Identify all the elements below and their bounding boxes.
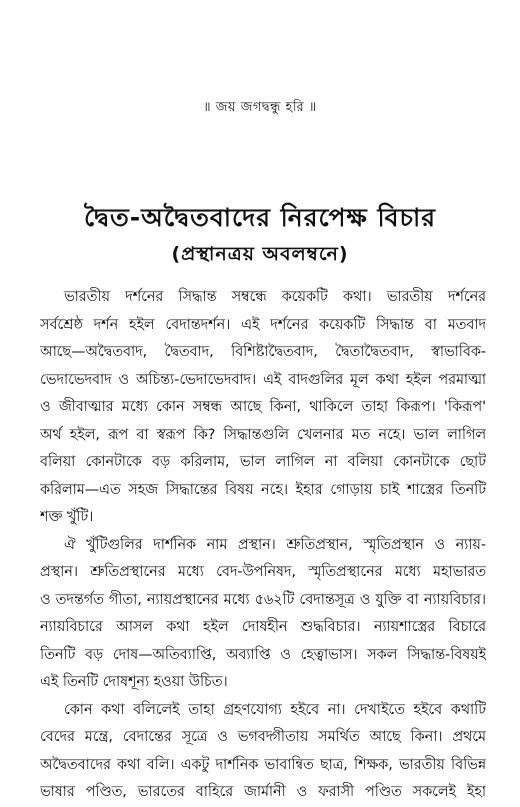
invocation-header: ॥ জয় জগদ্বন্ধু হরি ॥ — [203, 100, 317, 115]
paragraph-2 — [40, 532, 486, 697]
text-line: সর্বশ্রেষ্ঠ দর্শন হইল বেদান্তদর্শন। এই দর্শনের কয়েকটি সিদ্ধান্ত বা মতবাদ — [40, 316, 486, 333]
text-line: অদ্বৈতবাদের কথা বলি। একটু দার্শনিক ভাবান্বিত ছাত্র, শিক্ষক, ভারতীয় বিভিন্ন — [40, 756, 486, 773]
body-text — [40, 284, 486, 807]
text-line: ভারতীয় দর্শনের সিদ্ধান্ত সম্বন্ধে কয়েকটি কথা। ভারতীয় দর্শনের — [64, 289, 486, 305]
chapter-title: দ্বৈত-অদ্বৈতবাদের নিরপেক্ষ বিচার — [83, 203, 437, 232]
paragraph-1 — [40, 284, 486, 532]
text-line: বলিয়া কোনটাকে বড় করিলাম, ভাল লাগিল না বলিয়া কোনটাকে ছোট — [40, 454, 486, 470]
text-line: শক্ত খুঁটি। — [40, 509, 94, 525]
text-line: এই তিনটি দোষশূন্য হওয়া উচিত। — [40, 674, 228, 690]
text-line: অর্থ হইল, রূপ বা স্বরূপ কি? সিদ্ধান্তগুলি খেলনার মত নহে। ভাল লাগিল — [40, 426, 486, 443]
text-line: ন্যায়বিচারে আসল কথা হইল দোষহীন শুদ্ধবিচার। ন্যায়শাস্ত্রের বিচারে — [40, 619, 486, 635]
text-line: ভাষার পণ্ডিত, ভারতের বাহিরে জার্মানী ও ফরাসী পণ্ডিত সকলেই ইহা — [40, 784, 486, 800]
text-line: ভেদাভেদবাদ ও অচিন্ত্য-ভেদাভেদবাদ। এই বাদগুলির মূল কথা হইল পরমাত্মা — [40, 371, 486, 388]
text-line: ও জীবাত্মার মধ্যে কোন সম্বন্ধ আছে কিনা, থাকিলে তাহা কিরূপ। 'কিরূপ' — [40, 399, 486, 415]
chapter-subtitle: (প্রস্থানত্রয় অবলম্বনে) — [171, 243, 349, 265]
text-line: করিলাম—এত সহজ সিদ্ধান্তের বিষয় নহে। ইহার গোড়ায় চাই শাস্ত্রের তিনটি — [40, 481, 486, 498]
paragraph-3 — [40, 697, 486, 807]
text-line: প্রস্থান। শ্রুতিপ্রস্থানের মধ্যে বেদ-উপনিষদ, স্মৃতিপ্রস্থানের মধ্যে মহাভারত — [40, 564, 486, 580]
text-line: বেদের মন্ত্রে, বেদান্তের সূত্রে ও ভগবদ্গীতায় সমর্থিত আছে কিনা। প্রথমে — [40, 729, 486, 745]
text-line: ঐ খুঁটিগুলির দার্শনিক নাম প্রস্থান। শ্রুতিপ্রস্থান, স্মৃতিপ্রস্থান ও ন্যায়- — [64, 536, 486, 553]
text-line: তিনটি বড় দোষ—অতিব্যাপ্তি, অব্যাপ্তি ও হেত্বাভাস। সকল সিদ্ধান্ত-বিষয়ই — [40, 646, 486, 663]
text-line: ও তদন্তর্গত গীতা, ন্যায়প্রস্থানের মধ্যে ৫৬২টি বেদান্তসূত্র ও যুক্তি বা ন্যায়বিচার। — [40, 591, 486, 608]
text-line: আছে—অদ্বৈতবাদ, দ্বৈতবাদ, বিশিষ্টাদ্বৈতবাদ, দ্বৈতাদ্বৈতবাদ, স্বাভাবিক- — [40, 344, 486, 360]
text-line: কোন কথা বলিলেই তাহা গ্রহণযোগ্য হইবে না। দেখাইতে হইবে কথাটি — [64, 701, 486, 718]
